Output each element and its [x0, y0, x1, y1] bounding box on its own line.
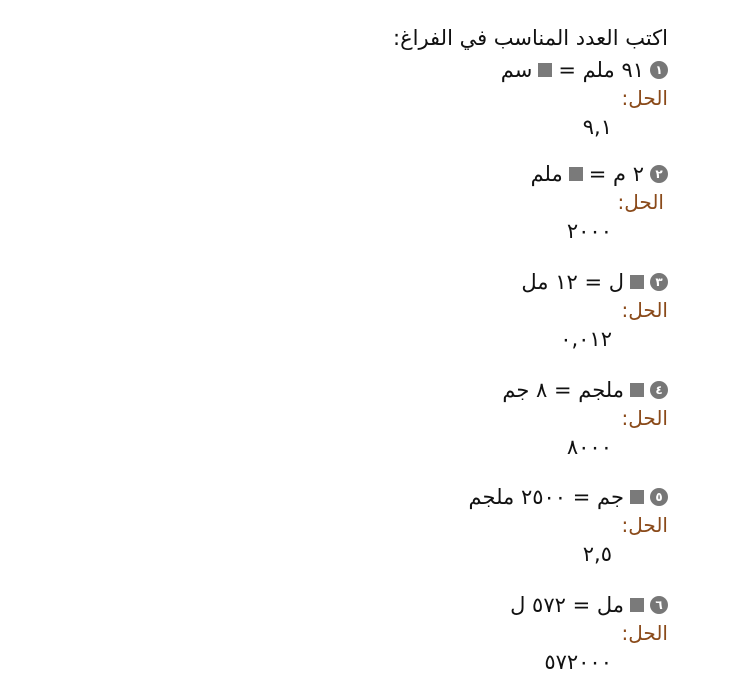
answer-value: ٢٠٠٠ — [566, 219, 612, 243]
problem-1 — [501, 56, 668, 142]
blank-square-icon — [630, 598, 644, 612]
question-line — [502, 376, 668, 404]
blank-square-icon — [630, 383, 644, 397]
question-after-blank: ملم — [530, 162, 563, 186]
problem-2 — [531, 160, 668, 246]
answer-value: ٢,٥ — [582, 542, 612, 566]
question-line — [469, 483, 668, 511]
solution-label: الحل: — [621, 621, 668, 645]
question-after-blank: مل = ٥٧٢ ل — [510, 593, 624, 617]
solution-label: الحل: — [621, 86, 668, 110]
blank-square-icon — [630, 275, 644, 289]
number-badge-icon: ٤ — [650, 381, 668, 399]
question-line — [501, 56, 668, 84]
blank-square-icon — [630, 490, 644, 504]
problem-3 — [521, 268, 668, 354]
question-after-blank: سم — [500, 58, 533, 82]
number-badge-icon: ٣ — [650, 273, 668, 291]
solution-label: الحل: — [621, 513, 668, 537]
number-badge-icon: ١ — [650, 61, 668, 79]
question-after-blank: ل = ١٢ مل — [521, 270, 624, 294]
solution-label: الحل: — [617, 190, 664, 214]
blank-square-icon — [538, 63, 552, 77]
question-line — [531, 160, 668, 188]
answer-value: ٨٠٠٠ — [566, 435, 612, 459]
number-badge-icon: ٥ — [650, 488, 668, 506]
question-before-blank: ٢ م = — [588, 162, 644, 186]
answer-value: ٥٧٢٠٠٠ — [544, 650, 612, 674]
question-before-blank: ٩١ ملم = — [558, 58, 644, 82]
answer-value: ٩,١ — [582, 115, 612, 139]
blank-square-icon — [569, 167, 583, 181]
number-badge-icon: ٦ — [650, 596, 668, 614]
instruction-title: اكتب العدد المناسب في الفراغ: — [393, 26, 668, 50]
solution-label: الحل: — [621, 298, 668, 322]
answer-value: ٠,٠١٢ — [560, 327, 612, 351]
question-after-blank: جم = ٢٥٠٠ ملجم — [468, 485, 624, 509]
question-line — [521, 268, 668, 296]
problem-4 — [502, 376, 668, 462]
question-line — [510, 591, 668, 619]
problem-6 — [510, 591, 668, 677]
number-badge-icon: ٢ — [650, 165, 668, 183]
question-after-blank: ملجم = ٨ جم — [502, 378, 624, 402]
problem-5 — [469, 483, 668, 569]
solution-label: الحل: — [621, 406, 668, 430]
